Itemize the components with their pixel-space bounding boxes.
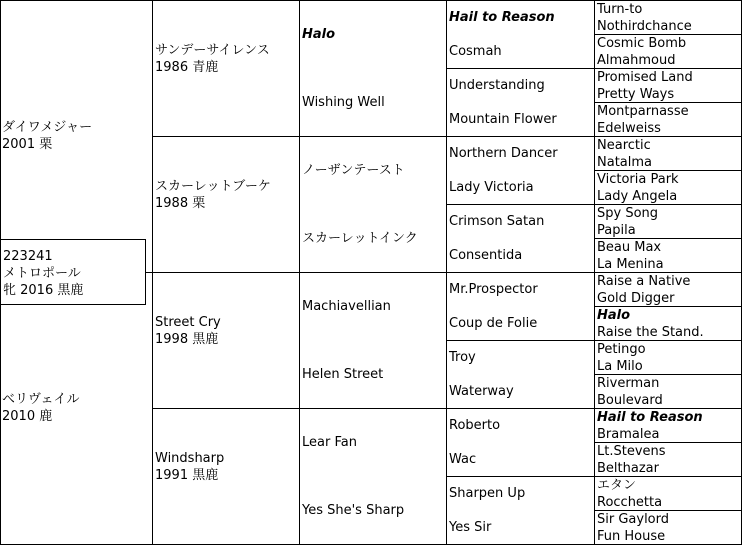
gen5-name: Promised Land (597, 70, 693, 85)
row-divider-e3 (446, 204, 742, 205)
gen5-name: Raise a Native (597, 274, 691, 289)
subject-info: 牝 2016 黒鹿 (3, 283, 84, 298)
gen4-name: Understanding (449, 78, 545, 93)
gen5-name: エタン (597, 478, 637, 493)
gen4-name: Coup de Folie (449, 316, 538, 331)
gen2-name: Windsharp (155, 451, 225, 466)
gen5-name: Hail to Reason (597, 410, 703, 425)
gen4-name: Mountain Flower (449, 112, 557, 127)
row-divider-e7 (446, 476, 742, 477)
gen4-name: Lady Victoria (449, 180, 534, 195)
gen5-name: Boulevard (597, 393, 663, 408)
gen4-name: Yes Sir (449, 520, 492, 535)
gen2-info: 1998 黒鹿 (155, 332, 219, 347)
gen2-info: 1986 青鹿 (155, 60, 219, 75)
gen5-name: Pretty Ways (597, 87, 675, 102)
gen4-name: Cosmah (449, 44, 502, 59)
gen2-name: スカーレットブーケ (155, 179, 271, 194)
gen5-name: Cosmic Bomb (597, 36, 687, 51)
gen3-name: Lear Fan (302, 435, 357, 450)
gen5-name: Raise the Stand. (597, 325, 704, 340)
sire-info: 2001 栗 (2, 137, 53, 152)
gen5-name: Gold Digger (597, 291, 675, 306)
gen5-name: Rocchetta (597, 495, 663, 510)
gen5-name: Nothirdchance (597, 19, 692, 34)
gen3-name: Wishing Well (302, 95, 385, 110)
gen2-info: 1991 黒鹿 (155, 468, 219, 483)
gen5-name: Nearctic (597, 138, 651, 153)
gen5-name: Spy Song (597, 206, 659, 221)
gen3-name: Helen Street (302, 367, 384, 382)
gen5-name: Natalma (597, 155, 652, 170)
subject-id: 223241 (3, 249, 53, 264)
gen3-name: Yes She's Sharp (302, 503, 405, 518)
gen5-name: Riverman (597, 376, 660, 391)
row-divider-e1 (446, 68, 742, 69)
gen4-name: Wac (449, 452, 477, 467)
dam-name: ベリヴェイル (2, 392, 80, 407)
gen3-name: ノーザンテースト (302, 163, 405, 178)
gen5-name: Almahmoud (597, 53, 676, 68)
gen5-name: La Menina (597, 257, 664, 272)
gen5-name: Montparnasse (597, 104, 689, 119)
gen4-name: Northern Dancer (449, 146, 558, 161)
gen5-name: Lt.Stevens (597, 444, 666, 459)
gen5-name: Beau Max (597, 240, 662, 255)
gen5-name: Edelweiss (597, 121, 661, 136)
gen4-name: Troy (449, 350, 476, 365)
gen5-name: Lady Angela (597, 189, 678, 204)
gen2-name: Street Cry (155, 315, 221, 330)
gen3-name: Halo (302, 27, 336, 42)
gen5-name: Victoria Park (597, 172, 679, 187)
gen3-name: Machiavellian (302, 299, 391, 314)
sire-name: ダイワメジャー (2, 120, 93, 135)
gen4-name: Sharpen Up (449, 486, 526, 501)
dam-info: 2010 鹿 (2, 409, 53, 424)
gen5-name: Petingo (597, 342, 646, 357)
gen5-name: Sir Gaylord (597, 512, 670, 527)
gen5-name: Turn-to (597, 2, 643, 17)
gen5-name: Belthazar (597, 461, 659, 476)
gen5-name: Halo (597, 308, 631, 323)
gen2-name: サンデーサイレンス (155, 43, 270, 58)
gen4-name: Consentida (449, 248, 523, 263)
gen4-name: Hail to Reason (449, 10, 555, 25)
gen5-name: Fun House (597, 529, 666, 544)
gen5-name: Papila (597, 223, 636, 238)
gen2-info: 1988 栗 (155, 196, 206, 211)
subject-box (0, 239, 146, 305)
gen3-name: スカーレットインク (302, 231, 418, 246)
gen5-name: La Milo (597, 359, 643, 374)
gen4-name: Crimson Satan (449, 214, 545, 229)
gen4-name: Roberto (449, 418, 501, 433)
gen5-name: Bramalea (597, 427, 660, 442)
gen4-name: Waterway (449, 384, 514, 399)
gen4-name: Mr.Prospector (449, 282, 538, 297)
subject-name: メトロポール (3, 266, 81, 281)
